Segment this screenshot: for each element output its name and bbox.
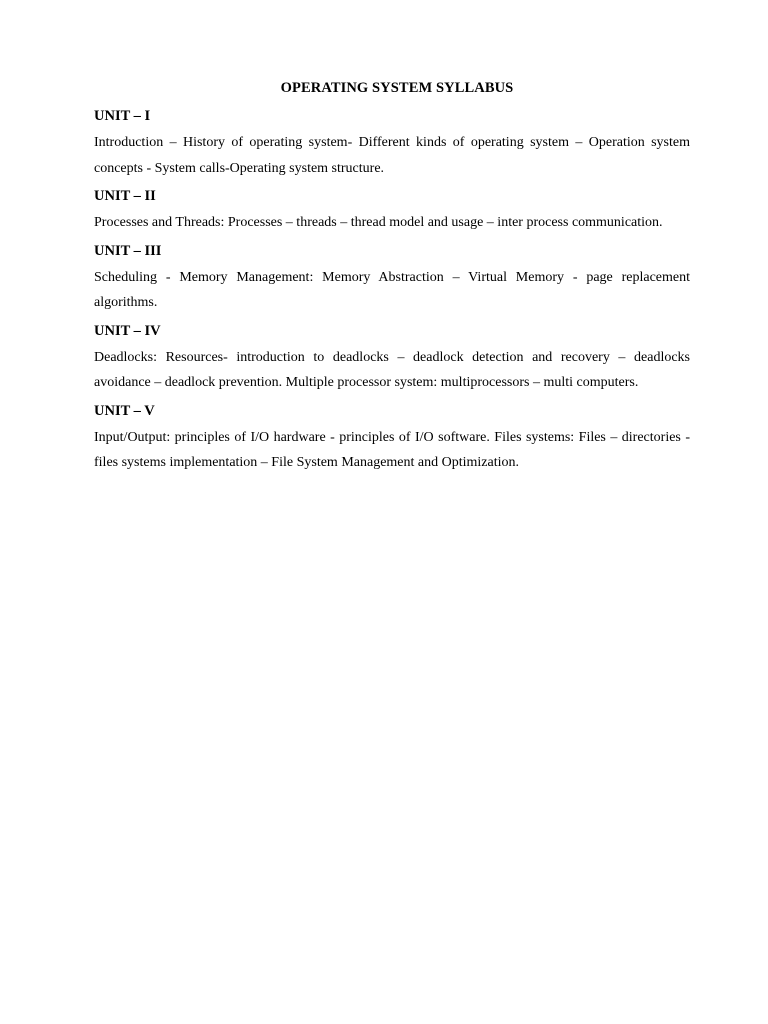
unit-heading: UNIT – IV — [94, 322, 161, 339]
unit-section-3 — [94, 242, 690, 316]
unit-heading: UNIT – III — [94, 242, 162, 259]
document-title: OPERATING SYSTEM SYLLABUS — [280, 80, 514, 96]
unit-section-4 — [94, 322, 690, 396]
unit-description: Introduction – History of operating system- Different kinds of operating system – Operation system concepts - System calls-Operating system structure. — [94, 135, 690, 176]
unit-section-2 — [94, 187, 690, 236]
unit-heading: UNIT – I — [94, 108, 151, 124]
unit-description: Input/Output: principles of I/O hardware - principles of I/O software. Files systems: Files – directories - files systems implementation – File System Management and Optimization. — [94, 429, 690, 470]
unit-heading: UNIT – V — [94, 402, 155, 419]
unit-section-5 — [94, 402, 690, 476]
unit-description: Processes and Threads: Processes – threads – thread model and usage – inter process communication. — [94, 215, 663, 230]
unit-section-1 — [94, 107, 690, 181]
unit-description: Scheduling - Memory Management: Memory Abstraction – Virtual Memory - page replacement algorithms. — [94, 269, 690, 310]
unit-heading: UNIT – II — [94, 188, 156, 204]
unit-description: Deadlocks: Resources- introduction to deadlocks – deadlock detection and recovery – deadlocks avoidance – deadlock prevention. Multiple processor system: multiprocessors – multi computers. — [94, 349, 690, 390]
